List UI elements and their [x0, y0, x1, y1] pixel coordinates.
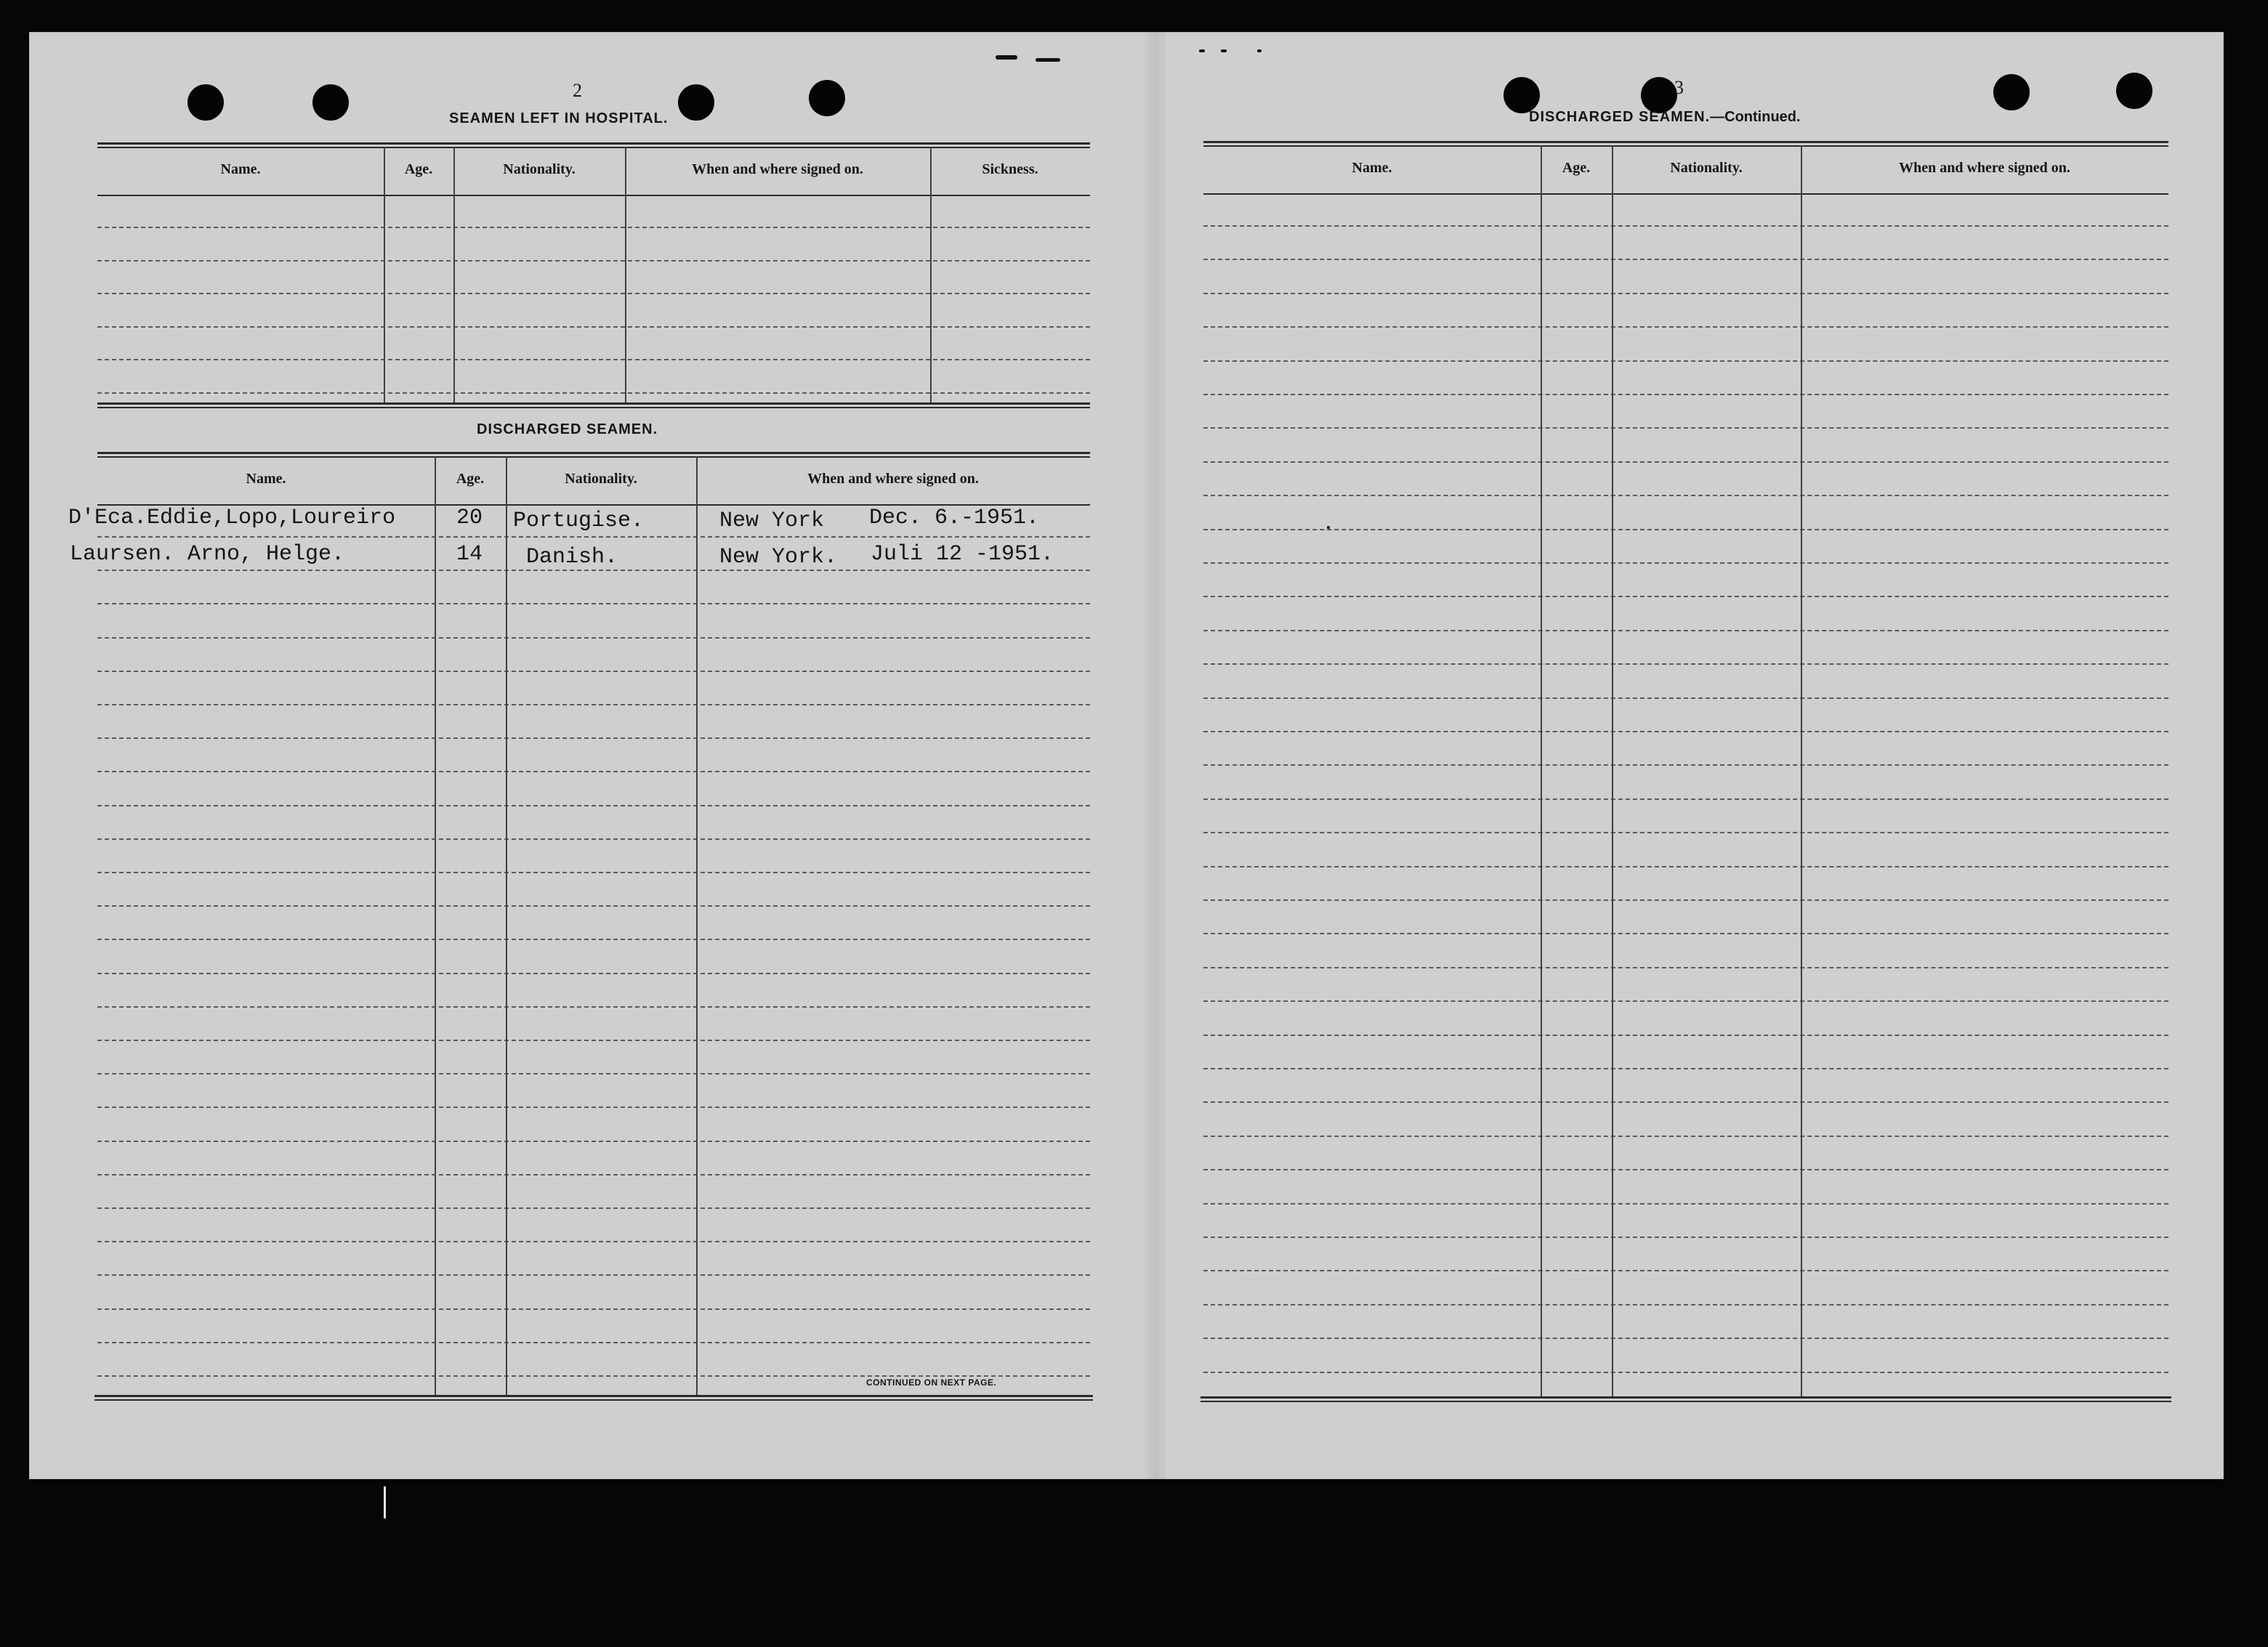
- dashed-rule: [1203, 1237, 2168, 1238]
- right-top-rule-2: [1203, 145, 2168, 147]
- right-col-divider: [1541, 145, 1542, 1396]
- dashed-rule: [97, 392, 1090, 394]
- hospital-col-age: Age.: [404, 161, 433, 177]
- hospital-bottom-rule: [97, 402, 1090, 405]
- hospital-bottom-rule-2: [97, 407, 1090, 408]
- right-bottom-rule-2: [1200, 1401, 2171, 1402]
- dashed-rule: [1203, 1068, 2168, 1069]
- dashed-rule: [97, 570, 1090, 571]
- dashed-rule: [1203, 1270, 2168, 1271]
- dashed-rule: [1203, 832, 2168, 833]
- dashed-rule: [1203, 1203, 2168, 1205]
- dashed-rule: [1203, 764, 2168, 766]
- dashed-rule: [1203, 596, 2168, 597]
- dashed-rule: [97, 1342, 1090, 1343]
- page-number-right: 3: [1674, 77, 1684, 98]
- row-2-name: Laursen. Arno, Helge.: [70, 542, 345, 567]
- fold-mark: [384, 1486, 386, 1518]
- dashed-rule: [1203, 360, 2168, 362]
- hospital-col-divider: [625, 147, 626, 402]
- dashed-rule: [1203, 562, 2168, 564]
- dashed-rule: [97, 1141, 1090, 1142]
- discharged-col-signed-on: When and where signed on.: [807, 471, 979, 487]
- hospital-col-divider: [930, 147, 932, 402]
- dashed-rule: [97, 905, 1090, 907]
- dashed-rule: [1203, 394, 2168, 395]
- dashed-rule: [1203, 899, 2168, 901]
- dashed-rule: [1203, 967, 2168, 968]
- dashed-rule: [1203, 529, 2168, 530]
- dashed-rule: [97, 227, 1090, 228]
- dashed-rule: [1203, 866, 2168, 867]
- punch-hole: [1641, 77, 1677, 113]
- dashed-rule: [97, 536, 1090, 538]
- dashed-rule: [1203, 1338, 2168, 1339]
- dashed-rule: [97, 1308, 1090, 1310]
- right-col-nationality: Nationality.: [1670, 160, 1743, 176]
- ink-smudge: [1257, 49, 1262, 52]
- right-top-rule: [1203, 141, 2168, 143]
- right-section-title: [1529, 109, 1801, 126]
- dashed-rule: [97, 326, 1090, 328]
- ink-smudge: [1036, 58, 1060, 62]
- dashed-rule: [1203, 1136, 2168, 1137]
- discharged-bottom-rule: [94, 1395, 1093, 1397]
- row-1-date: Dec. 6.-1951.: [869, 506, 1040, 530]
- dashed-rule: [97, 1073, 1090, 1075]
- ink-smudge: [996, 55, 1017, 60]
- dashed-rule: [97, 359, 1090, 360]
- dashed-rule: [97, 973, 1090, 974]
- discharged-top-rule-2: [97, 456, 1090, 458]
- row-2-place: New York.: [719, 545, 838, 570]
- discharged-col-name: Name.: [246, 471, 286, 487]
- dashed-rule: [97, 1174, 1090, 1175]
- dashed-rule: [97, 1006, 1090, 1008]
- row-1-nationality: Portugise.: [513, 509, 645, 533]
- dashed-rule: [97, 939, 1090, 940]
- right-col-signed-on: When and where signed on.: [1899, 160, 2070, 176]
- right-col-age: Age.: [1562, 160, 1591, 176]
- hospital-col-name: Name.: [220, 161, 261, 177]
- dashed-rule: [97, 872, 1090, 873]
- row-1-place: New York: [719, 509, 825, 533]
- right-col-divider: [1612, 145, 1613, 1396]
- hospital-section-title: SEAMEN LEFT IN HOSPITAL.: [449, 110, 669, 126]
- dashed-rule: [1203, 461, 2168, 463]
- dashed-rule: [97, 1375, 1090, 1377]
- ink-dot: [1327, 526, 1330, 529]
- dashed-rule: [1203, 259, 2168, 260]
- row-2-nationality: Danish.: [526, 545, 618, 570]
- dashed-rule: [1203, 1035, 2168, 1036]
- punch-hole: [2116, 73, 2152, 109]
- row-1-name: D'Eca.Eddie,Lopo,Loureiro: [68, 506, 396, 530]
- dashed-rule: [97, 805, 1090, 806]
- discharged-col-divider: [435, 456, 436, 1395]
- dashed-rule: [1203, 495, 2168, 496]
- ink-smudge: [1221, 49, 1227, 52]
- right-title-suffix: —Continued.: [1710, 109, 1801, 125]
- hospital-col-divider: [384, 147, 385, 402]
- discharged-col-nationality: Nationality.: [565, 471, 637, 487]
- dashed-rule: [1203, 1101, 2168, 1103]
- page-number-left: 2: [573, 80, 582, 101]
- dashed-rule: [1203, 933, 2168, 934]
- dashed-rule: [1203, 326, 2168, 328]
- punch-hole: [312, 84, 349, 121]
- dashed-rule: [97, 1106, 1090, 1108]
- page-gutter: [1145, 32, 1166, 1479]
- punch-hole: [187, 84, 224, 121]
- dashed-rule: [1203, 630, 2168, 631]
- hospital-col-divider: [453, 147, 455, 402]
- discharged-section-title: DISCHARGED SEAMEN.: [477, 421, 658, 437]
- dashed-rule: [97, 1040, 1090, 1041]
- hospital-col-signed-on: When and where signed on.: [692, 161, 863, 177]
- ink-smudge: [1199, 49, 1205, 52]
- right-title-main: DISCHARGED SEAMEN.: [1529, 109, 1711, 125]
- dashed-rule: [97, 737, 1090, 739]
- dashed-rule: [97, 1241, 1090, 1242]
- dashed-rule: [97, 1207, 1090, 1209]
- dashed-rule: [97, 671, 1090, 672]
- continued-note: CONTINUED ON NEXT PAGE.: [866, 1377, 997, 1388]
- hospital-top-rule-2: [97, 147, 1090, 148]
- discharged-col-divider: [506, 456, 507, 1395]
- dashed-rule: [1203, 225, 2168, 227]
- right-header-rule: [1203, 193, 2168, 195]
- dashed-rule: [97, 838, 1090, 840]
- right-bottom-rule: [1200, 1396, 2171, 1399]
- dashed-rule: [97, 704, 1090, 705]
- hospital-col-nationality: Nationality.: [503, 161, 576, 177]
- dashed-rule: [1203, 1372, 2168, 1373]
- dashed-rule: [1203, 293, 2168, 294]
- punch-hole: [1993, 74, 2030, 110]
- hospital-header-rule: [97, 195, 1090, 196]
- dashed-rule: [1203, 798, 2168, 800]
- dashed-rule: [1203, 427, 2168, 429]
- dashed-rule: [1203, 731, 2168, 732]
- hospital-top-rule: [97, 142, 1090, 145]
- right-col-divider: [1801, 145, 1802, 1396]
- discharged-col-age: Age.: [456, 471, 485, 487]
- right-col-name: Name.: [1352, 160, 1392, 176]
- dashed-rule: [97, 603, 1090, 604]
- dashed-rule: [97, 637, 1090, 639]
- dashed-rule: [1203, 1304, 2168, 1306]
- dashed-rule: [97, 260, 1090, 262]
- row-2-age: 14: [456, 542, 483, 567]
- ledger-paper: [29, 32, 2224, 1479]
- punch-hole: [678, 84, 714, 121]
- discharged-top-rule: [97, 452, 1090, 454]
- dashed-rule: [1203, 663, 2168, 665]
- discharged-bottom-rule-2: [94, 1399, 1093, 1401]
- dashed-rule: [97, 293, 1090, 294]
- dashed-rule: [97, 1274, 1090, 1276]
- punch-hole: [1504, 77, 1540, 113]
- row-2-date: Juli 12 -1951.: [871, 542, 1054, 567]
- dashed-rule: [1203, 697, 2168, 699]
- punch-hole: [809, 80, 845, 116]
- row-1-age: 20: [456, 506, 483, 530]
- dashed-rule: [1203, 1000, 2168, 1002]
- dashed-rule: [97, 771, 1090, 772]
- hospital-col-sickness: Sickness.: [982, 161, 1038, 177]
- discharged-col-divider: [696, 456, 698, 1395]
- dashed-rule: [1203, 1169, 2168, 1170]
